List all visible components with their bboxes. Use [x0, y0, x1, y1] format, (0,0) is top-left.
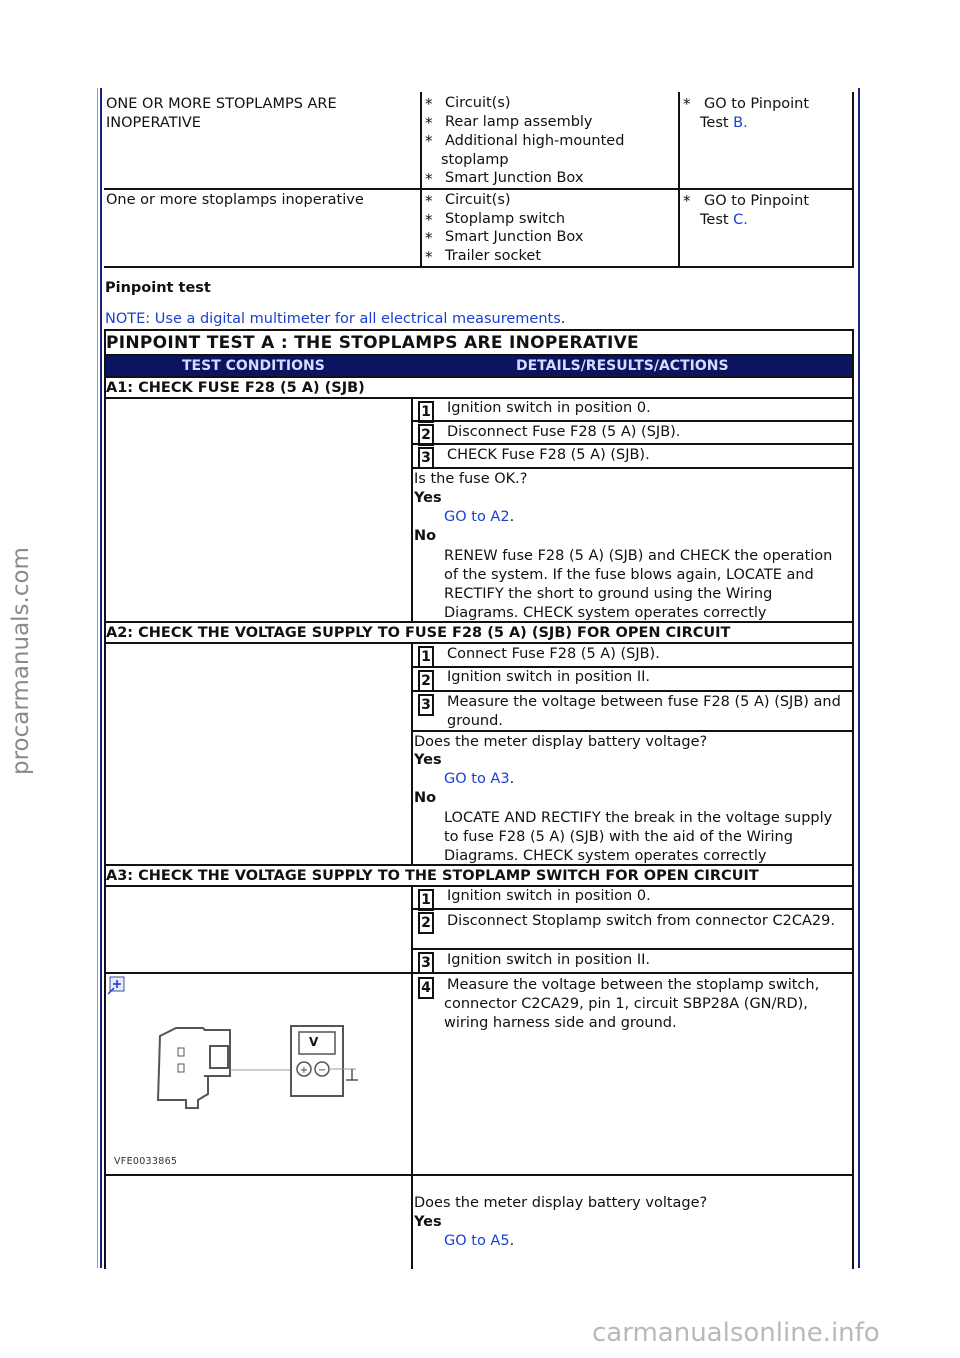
bullet: *: [425, 192, 433, 210]
step-number: 1: [418, 646, 434, 668]
step-number: 2: [418, 424, 434, 446]
bullet: *: [683, 95, 691, 113]
svg-text:−: −: [317, 1065, 327, 1076]
cause-1-2: Rear lamp assembly: [445, 114, 593, 130]
cause-1-1: Circuit(s): [445, 95, 511, 111]
step-number: 3: [418, 447, 434, 469]
step-number: 2: [418, 912, 434, 934]
step-number: 3: [418, 694, 434, 716]
zoom-icon[interactable]: [108, 977, 124, 994]
test-title: PINPOINT TEST A : THE STOPLAMPS ARE INOPERATIVE: [106, 333, 639, 353]
step-number: 1: [418, 889, 434, 911]
wiring-figure: [108, 976, 408, 1170]
side-watermark: procarmanuals.com: [8, 547, 34, 775]
cause-2-4: Trailer socket: [445, 248, 542, 264]
bullet: *: [425, 132, 433, 150]
cause-2-3: Smart Junction Box: [445, 229, 584, 245]
step-number: 4: [418, 977, 434, 999]
symptom-1: ONE OR MORE STOPLAMPS ARE INOPERATIVE: [106, 96, 337, 131]
step-number: 2: [418, 670, 434, 692]
a2-question: Does the meter display battery voltage?: [414, 734, 708, 750]
cause-2-1: Circuit(s): [445, 192, 511, 208]
a2-no-action: LOCATE AND RECTIFY the break in the voltage supply to fuse F28 (5 A) (SJB) with the aid of the Wiring Diagrams. CHECK system operates correctly: [444, 810, 833, 864]
col-details: DETAILS/RESULTS/ACTIONS: [516, 358, 729, 374]
column-header-row: [106, 356, 852, 376]
cause-2-2: Stoplamp switch: [445, 211, 566, 227]
a3-step-1: Ignition switch in position 0.: [447, 888, 651, 904]
a1-no: No: [414, 528, 437, 544]
bullet: *: [425, 211, 433, 229]
ground-icon: [346, 1069, 358, 1080]
pinpoint-test-b-link[interactable]: B: [733, 115, 744, 131]
connector-shape: [158, 1028, 230, 1108]
a3-yes: Yes: [414, 1214, 442, 1230]
a3-yes-action: GO to A5.: [444, 1233, 515, 1249]
a2-title: A2: CHECK THE VOLTAGE SUPPLY TO FUSE F28 (5 A) (SJB) FOR OPEN CIRCUIT: [106, 625, 731, 641]
meter-diagram: [108, 976, 408, 1170]
pinpoint-heading: Pinpoint test: [105, 280, 211, 296]
go-to-a2-link[interactable]: GO to A2: [444, 509, 510, 525]
a1-question: Is the fuse OK.?: [414, 471, 528, 487]
a2-no: No: [414, 790, 437, 806]
cause-1-4: Smart Junction Box: [445, 170, 584, 186]
action-2: GO to Pinpoint Test C.: [700, 193, 810, 228]
go-to-a3-link[interactable]: GO to A3: [444, 771, 510, 787]
a3-step-4: Measure the voltage between the stoplamp switch, connector C2CA29, pin 1, circuit SBP28A (GN/RD), wiring harness side and ground.: [444, 977, 820, 1031]
bullet: *: [425, 114, 433, 132]
a2-step-3: Measure the voltage between fuse F28 (5 A) (SJB) and ground.: [447, 694, 841, 729]
a2-step-2: Ignition switch in position II.: [447, 669, 651, 685]
figure-code: VFE0033865: [114, 1156, 178, 1167]
a2-yes: Yes: [414, 752, 442, 768]
col-conditions: TEST CONDITIONS: [182, 358, 325, 374]
a3-step-3: Ignition switch in position II.: [447, 952, 651, 968]
bullet: *: [425, 95, 433, 113]
a2-yes-action: GO to A3.: [444, 771, 515, 787]
page-right-rule: [858, 88, 860, 1268]
step-number: 3: [418, 952, 434, 974]
step-number: 1: [418, 401, 434, 423]
a1-title: A1: CHECK FUSE F28 (5 A) (SJB): [106, 380, 365, 396]
symptom-2: One or more stoplamps inoperative: [106, 192, 364, 208]
svg-text:+: +: [299, 1065, 309, 1076]
page-left-thin-rule: [97, 88, 98, 1268]
footer-watermark: carmanualsonline.info: [592, 1318, 880, 1348]
note: NOTE: Use a digital multimeter for all electrical measurements.: [105, 311, 566, 327]
a3-question: Does the meter display battery voltage?: [414, 1195, 708, 1211]
bullet: *: [425, 229, 433, 247]
bullet: *: [425, 170, 433, 188]
action-1: GO to Pinpoint Test B.: [700, 96, 810, 131]
pinpoint-test-c-link[interactable]: C: [733, 212, 744, 228]
cause-1-3: Additional high-mounted stoplamp: [441, 133, 625, 168]
a1-step-2: Disconnect Fuse F28 (5 A) (SJB).: [447, 424, 681, 440]
a2-step-1: Connect Fuse F28 (5 A) (SJB).: [447, 646, 660, 662]
bullet: *: [425, 248, 433, 266]
a1-yes-action: GO to A2.: [444, 509, 515, 525]
a1-step-3: CHECK Fuse F28 (5 A) (SJB).: [447, 447, 650, 463]
bullet: *: [683, 192, 691, 210]
page-left-rule: [100, 88, 102, 1268]
a1-no-action: RENEW fuse F28 (5 A) (SJB) and CHECK the operation of the system. If the fuse blows again, LOCATE and RECTIFY the short to ground using the Wiring Diagrams. CHECK system operates correctly: [444, 548, 833, 621]
meter-label: V: [309, 1035, 319, 1049]
a1-step-1: Ignition switch in position 0.: [447, 400, 651, 416]
a3-step-2: Disconnect Stoplamp switch from connector C2CA29.: [447, 913, 835, 929]
a1-yes: Yes: [414, 490, 442, 506]
a3-title: A3: CHECK THE VOLTAGE SUPPLY TO THE STOPLAMP SWITCH FOR OPEN CIRCUIT: [106, 868, 759, 884]
go-to-a5-link[interactable]: GO to A5: [444, 1233, 510, 1249]
